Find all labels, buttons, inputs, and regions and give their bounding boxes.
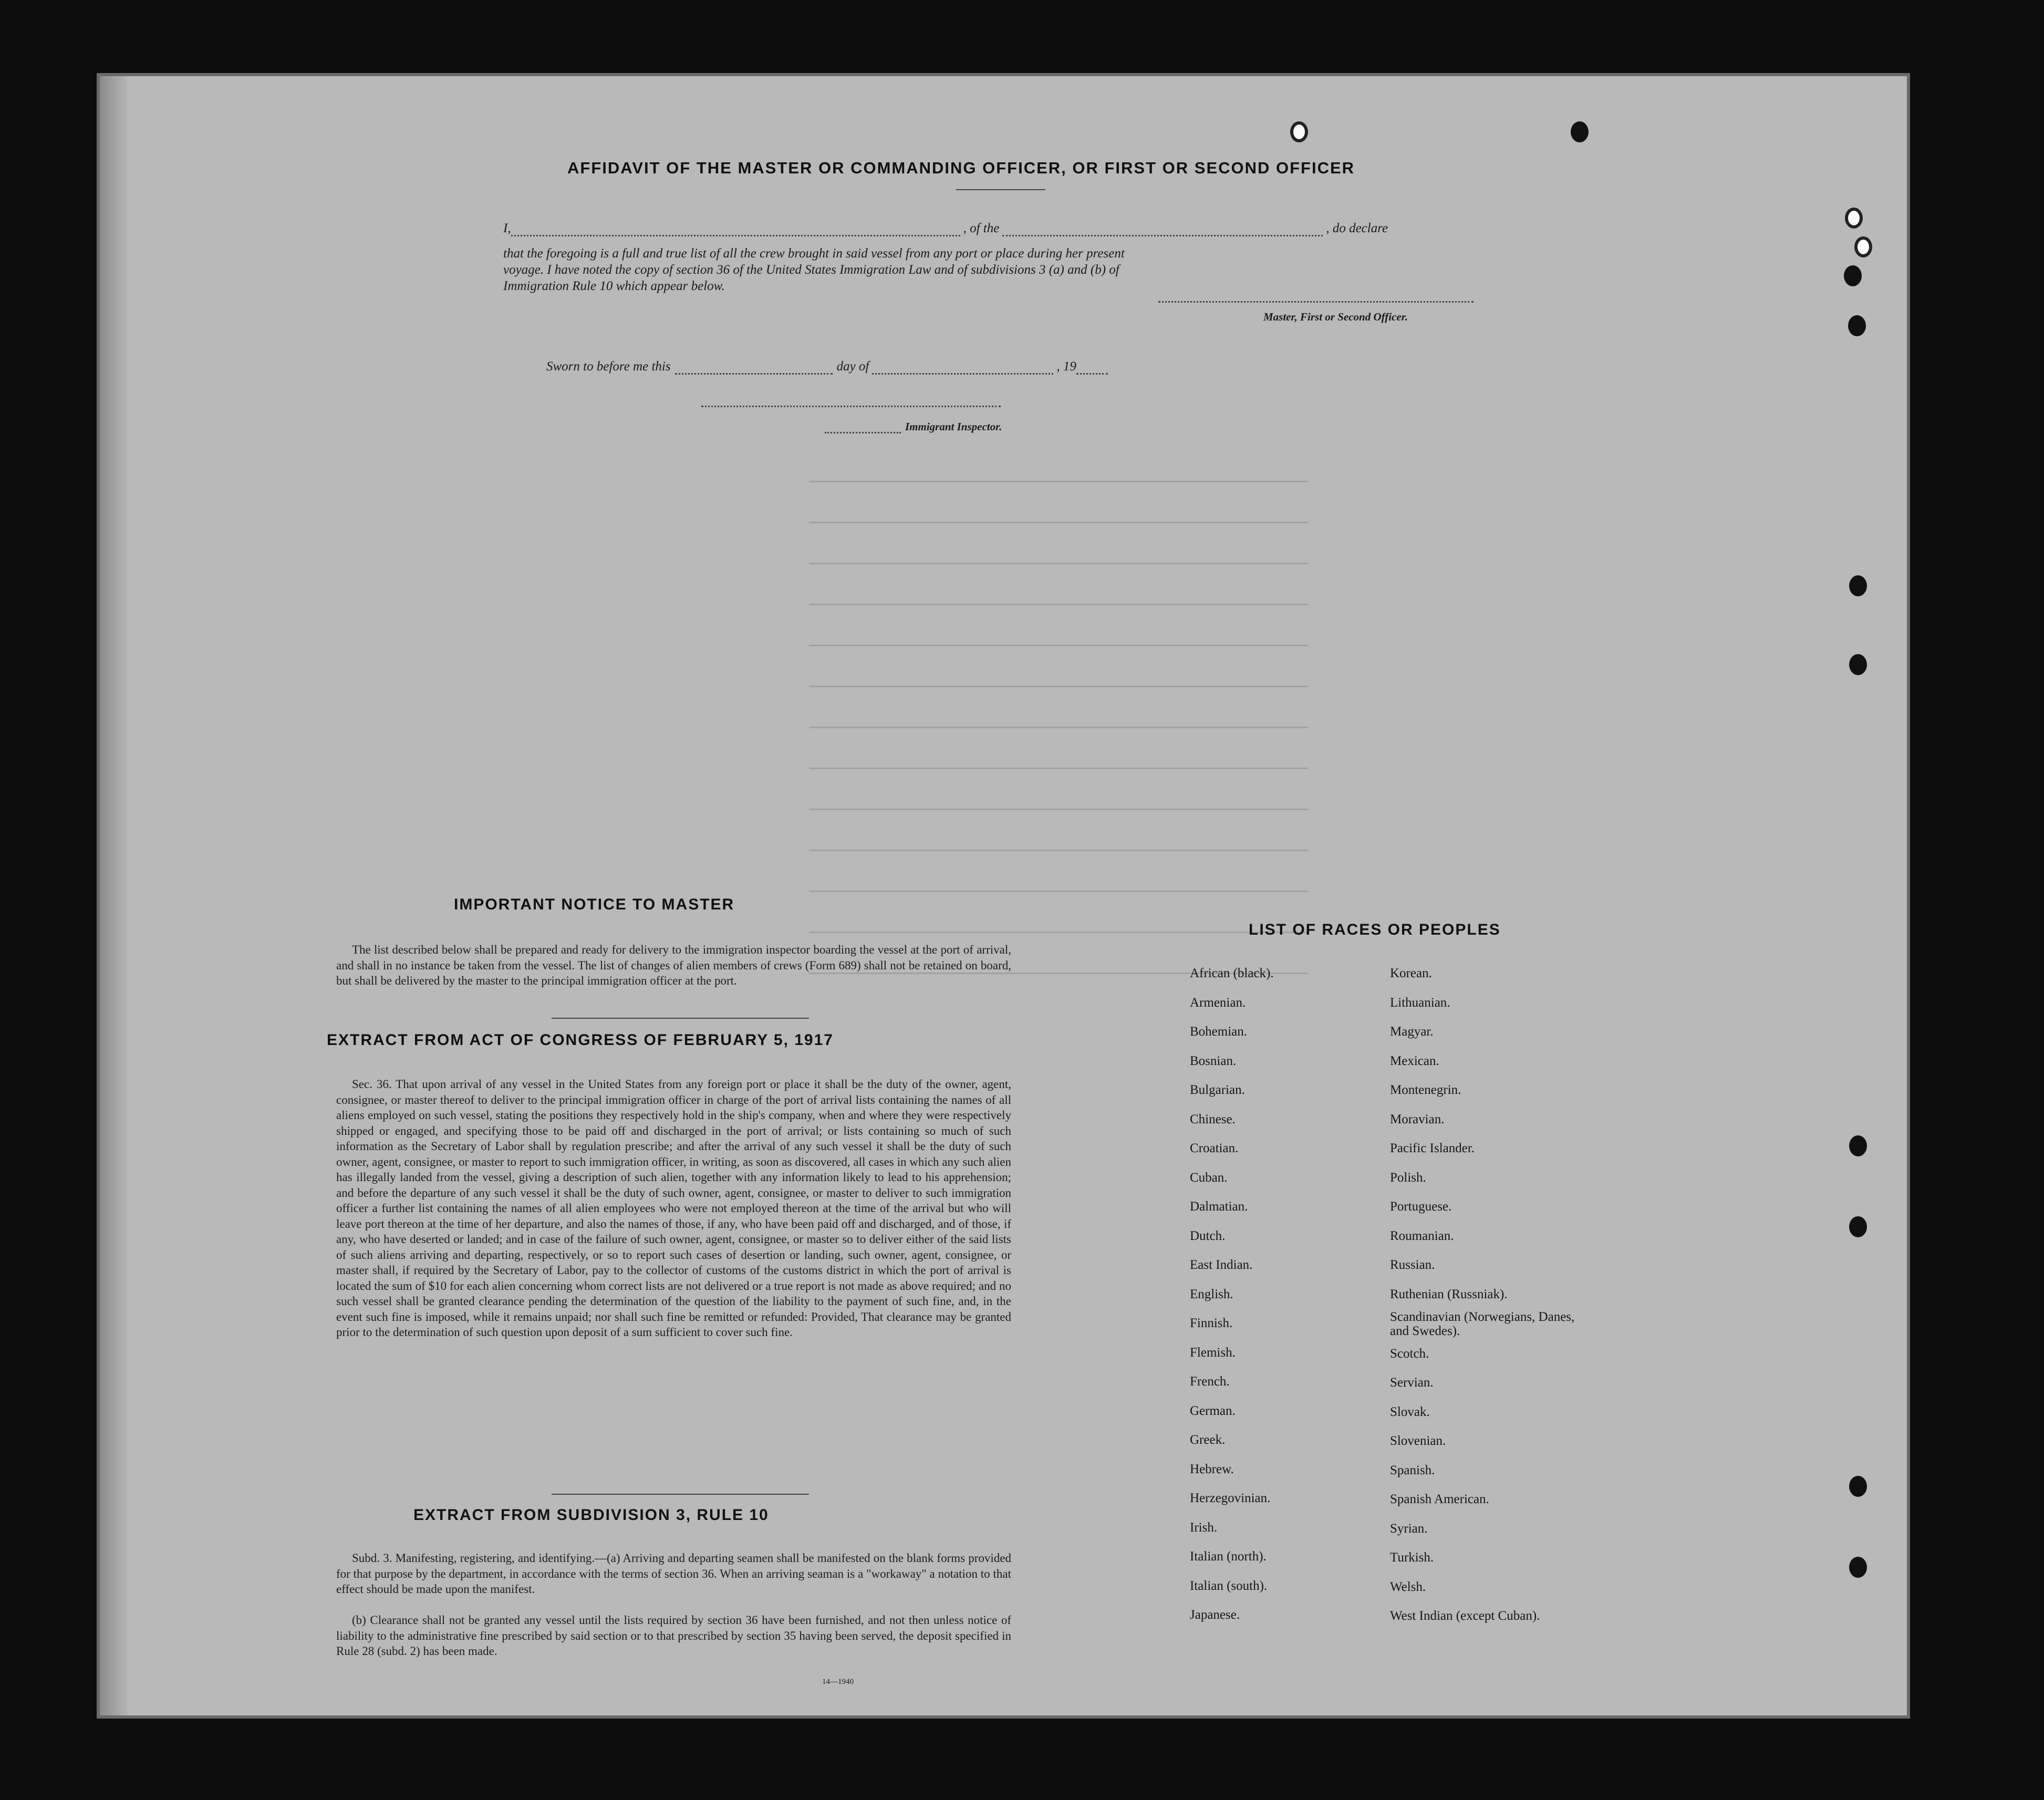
races-title: LIST OF RACES OR PEOPLES: [1249, 921, 1501, 938]
punch-hole: [1849, 1557, 1867, 1578]
race-item: Magyar.: [1390, 1025, 1434, 1039]
punch-hole: [1849, 1216, 1867, 1237]
race-item: Servian.: [1390, 1375, 1434, 1390]
race-item: Welsh.: [1390, 1579, 1426, 1594]
punch-hole: [1845, 208, 1863, 229]
punch-hole: [1290, 121, 1308, 142]
race-item: Roumanian.: [1390, 1228, 1454, 1243]
race-item: West Indian (except Cuban).: [1390, 1609, 1540, 1623]
race-item: Dutch.: [1190, 1228, 1226, 1243]
race-item: Hebrew.: [1190, 1462, 1234, 1476]
race-item: African (black).: [1190, 966, 1274, 980]
inspector-signature-field[interactable]: [701, 406, 1001, 407]
race-item: Spanish American.: [1390, 1492, 1489, 1506]
race-item: Pacific Islander.: [1390, 1141, 1475, 1155]
race-item: Spanish.: [1390, 1463, 1435, 1477]
race-item: Cuban.: [1190, 1170, 1228, 1185]
form-number: 14—1940: [822, 1678, 854, 1686]
affidavit-title: AFFIDAVIT OF THE MASTER OR COMMANDING OFFICER, OR FIRST OR SECOND OFFICER: [567, 159, 1355, 177]
master-signature-field[interactable]: [1158, 301, 1474, 303]
race-item: East Indian.: [1190, 1258, 1253, 1272]
extract-act-text: Sec. 36. That upon arrival of any vessel in the United States from any foreign port or place it shall be the duty of the owner, agent, consignee, or master thereof to deliver to the principal immigration officer in charge of the port of arrival lists containing the names of all aliens employed on such vessel, stating the positions they respectively hold in the ship's company, when and where they were respectively shipped or engaged, and specifying those to be paid off and discharged in the port of arrival; or lists containing so much of such information as the Secretary of Labor shall by regulation prescribe; and after the arrival of any such vessel it shall be the duty of such owner, agent, consignee, or master to report to such immigration officer, in writing, as soon as discovered, all cases in which any such alien has illegally landed from the vessel, giving a description of such alien, together with any information likely to lead to his apprehension; and before the departure of any such vessel it shall be the duty of such owner, agent, consignee, or master to deliver to such immigration officer a further list containing the names of all alien employees who were not employed thereon at the time of the arrival but who will leave port thereon at the time of her departure, and also the names of those, if any, who have been paid off and discharged, and of those, if any, who have deserted or landed; and in case of the failure of such owner, agent, consignee, or master so to deliver either of the said lists of such aliens arriving and departing, respectively, or so to report such cases of desertion or landing, such owner, agent, consignee, or master shall, if required by the Secretary of Labor, pay to the collector of customs of the customs district in which the port of arrival is located the sum of $10 for each alien concerning whom correct lists are not delivered or a true report is not made as above required; and no such vessel shall be granted clearance pending the determination of the question of the liability to the payment of such fine, and, in the event such fine is imposed, while it remains unpaid; nor shall such fine be remitted or refunded: Provided, That clearance may be granted prior to the determination of such question upon deposit of a sum sufficient to cover such fine.: [336, 1078, 1011, 1339]
sworn-month-field[interactable]: [872, 373, 1053, 375]
inspector-row: [825, 420, 1002, 433]
race-item: Ruthenian (Russniak).: [1390, 1287, 1508, 1301]
race-item: Herzegovinian.: [1190, 1491, 1271, 1505]
declaration-text-1: that the foregoing is a full and true list of all the crew brought in said vessel from any port or place during her present: [503, 246, 1125, 261]
sworn-year-field[interactable]: [1076, 373, 1108, 375]
punch-hole: [1849, 1135, 1867, 1156]
race-item: Greek.: [1190, 1433, 1226, 1447]
punch-hole: [1848, 315, 1866, 336]
race-item: Flemish.: [1190, 1345, 1236, 1360]
inspector-label: Immigrant Inspector.: [905, 420, 1002, 433]
race-item: Croatian.: [1190, 1141, 1239, 1155]
race-item: Slovak.: [1390, 1404, 1430, 1419]
race-item: Bosnian.: [1190, 1053, 1237, 1068]
declarant-name-field[interactable]: [511, 235, 960, 236]
extract-act-title: EXTRACT FROM ACT OF CONGRESS OF FEBRUARY 5, 1917: [327, 1031, 834, 1049]
race-item: Japanese.: [1190, 1608, 1240, 1622]
i-label: I,: [503, 221, 511, 235]
punch-hole: [1849, 654, 1867, 675]
races-column-1: [1190, 959, 1274, 1630]
race-item: Italian (north).: [1190, 1549, 1267, 1564]
document-page: [100, 76, 1907, 1715]
extract-rule-title: EXTRACT FROM SUBDIVISION 3, RULE 10: [413, 1506, 769, 1524]
race-item: Russian.: [1390, 1258, 1435, 1272]
vessel-name-field[interactable]: [1002, 235, 1323, 236]
race-item: Polish.: [1390, 1170, 1426, 1185]
bleed-through-marks: [809, 444, 1308, 996]
of-the-label: , of the: [963, 221, 1000, 235]
punch-hole: [1571, 121, 1589, 142]
inspector-name-field[interactable]: [825, 432, 901, 433]
race-item: Montenegrin.: [1390, 1083, 1461, 1097]
divider: [956, 189, 1045, 190]
declarant-name-row: [503, 220, 1606, 236]
race-item: Mexican.: [1390, 1053, 1439, 1068]
declaration-text-3: Immigration Rule 10 which appear below.: [503, 279, 725, 293]
race-item: German.: [1190, 1403, 1236, 1418]
race-item: Bulgarian.: [1190, 1083, 1245, 1097]
race-item: Italian (south).: [1190, 1578, 1268, 1593]
punch-hole: [1854, 236, 1872, 257]
race-item: Moravian.: [1390, 1112, 1445, 1126]
do-declare-label: , do declare: [1326, 221, 1388, 235]
race-item: Slovenian.: [1390, 1434, 1446, 1448]
race-item: Turkish.: [1390, 1550, 1434, 1565]
sworn-day-field[interactable]: [675, 373, 833, 375]
punch-hole: [1849, 575, 1867, 596]
race-item: Syrian.: [1390, 1521, 1428, 1536]
race-item: English.: [1190, 1287, 1233, 1301]
sworn-row: [546, 358, 1108, 375]
race-item: Armenian.: [1190, 995, 1246, 1010]
day-of-label: day of: [836, 359, 869, 374]
race-item: Lithuanian.: [1390, 995, 1450, 1010]
punch-hole: [1844, 265, 1862, 286]
extract-rule-text-b: (b) Clearance shall not be granted any vessel until the lists required by section 36 have been furnished, and not then unless notice of liability to the administrative fine prescribed by said section or to that prescribed by section 35 having been served, the deposit specified in Rule 28 (subd. 2) has been made.: [336, 1613, 1011, 1658]
punch-hole: [1849, 1476, 1867, 1497]
race-item: Chinese.: [1190, 1112, 1236, 1126]
sworn-label: Sworn to before me this: [546, 359, 671, 374]
notice-title: IMPORTANT NOTICE TO MASTER: [454, 896, 735, 913]
year-label: , 19: [1056, 359, 1076, 374]
race-item: Korean.: [1390, 966, 1432, 980]
race-item: Irish.: [1190, 1520, 1218, 1535]
race-item: Dalmatian.: [1190, 1199, 1248, 1214]
race-item: Finnish.: [1190, 1316, 1233, 1330]
declaration-text-2: voyage. I have noted the copy of section 36 of the United States Immigration Law and of subdivisions 3 (a) and (b) of: [503, 263, 1119, 277]
master-signature-label: Master, First or Second Officer.: [1263, 311, 1408, 323]
race-item: French.: [1190, 1374, 1230, 1389]
races-column-2: [1390, 959, 1584, 1631]
notice-text: The list described below shall be prepared and ready for delivery to the immigration inspector boarding the vessel at the port of arrival, and shall in no instance be taken from the vessel. The list of changes of alien members of crews (Form 689) shall not be retained on board, but shall be delivered by the master to the principal immigration officer at the port.: [336, 943, 1011, 987]
race-item: Scotch.: [1390, 1346, 1429, 1361]
divider: [552, 1018, 809, 1019]
extract-rule-text-a: Subd. 3. Manifesting, registering, and identifying.—(a) Arriving and departing seamen shall be manifested on the blank forms provided for that purpose by the department, in accordance with the terms of section 36. When an arriving seaman is a "workaway" a notation to that effect should be made upon the manifest.: [336, 1551, 1011, 1596]
race-item: Scandinavian (Norwegians, Danes, and Swedes).: [1390, 1310, 1575, 1338]
divider: [552, 1494, 809, 1495]
race-item: Portuguese.: [1390, 1199, 1452, 1214]
race-item: Bohemian.: [1190, 1025, 1248, 1039]
